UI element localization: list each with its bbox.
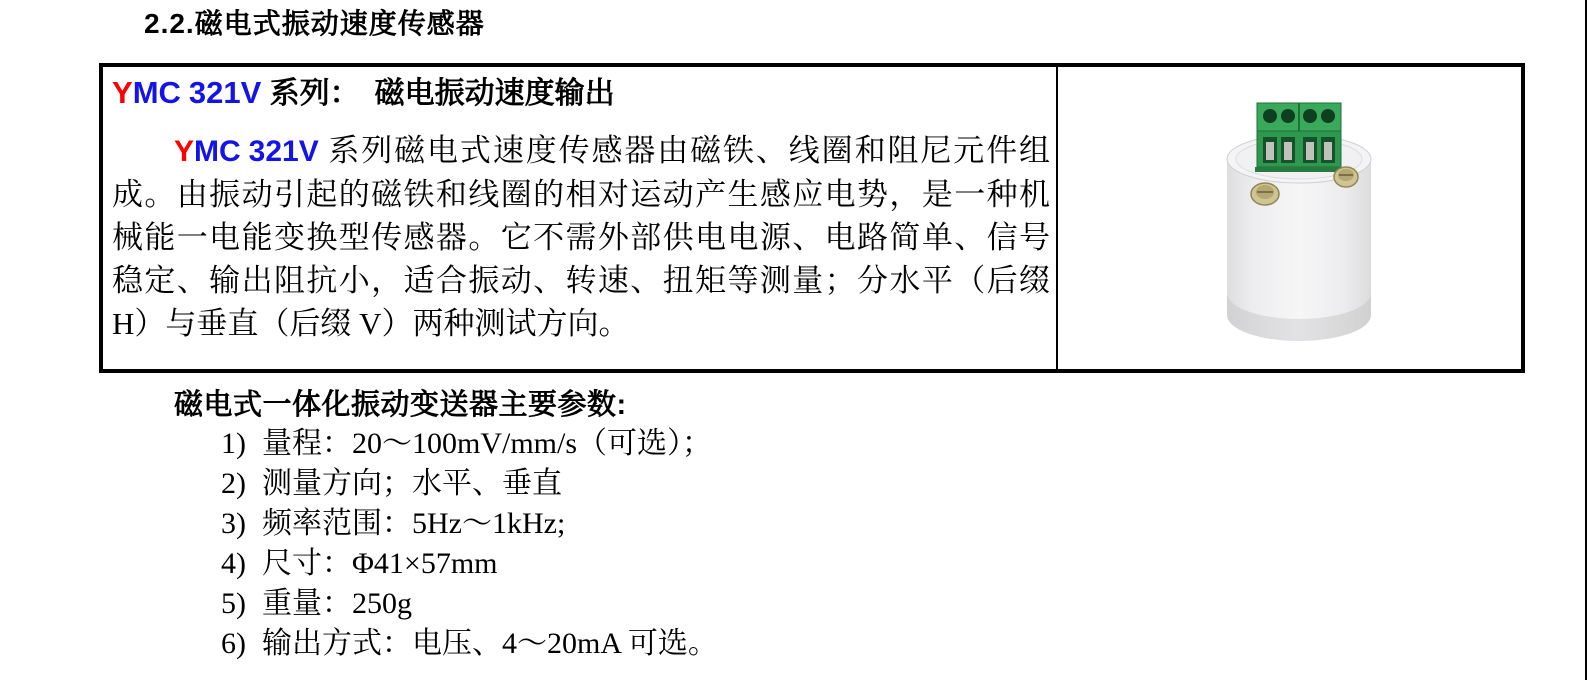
brand-letter-y: Y (112, 75, 133, 110)
product-description-paragraph (112, 129, 1050, 345)
section-heading: 2.2.磁电式振动速度传感器 (144, 8, 485, 39)
item-text: 频率范围：5Hz～1kHz; (262, 507, 566, 540)
parameter-item-output (221, 624, 718, 664)
paragraph-line-2: 成。由振动引起的磁铁和线圈的相对运动产生感应电势，是一种机 (112, 177, 1050, 212)
product-series-title (112, 75, 1050, 112)
parameter-item-range (221, 424, 718, 464)
parameter-item-dimensions (221, 544, 718, 584)
sensor-product-photo (1199, 97, 1399, 357)
item-text: 测量方向；水平、垂直 (262, 467, 562, 500)
item-text: 输出方式：电压、4～20mA 可选。 (262, 627, 718, 660)
item-text: 尺寸：Φ41×57mm (262, 547, 498, 580)
brand-letters-mc: MC (132, 75, 181, 110)
brand-logo-text (174, 135, 319, 168)
parameter-item-direction (221, 464, 718, 504)
parameter-item-weight (221, 584, 718, 624)
paragraph-line-4: 稳定、输出阻抗小，适合振动、转速、扭矩等测量；分水平（后缀 (112, 263, 1050, 298)
parameter-item-frequency (221, 504, 718, 544)
terminal-block (1255, 103, 1343, 172)
brand-letters-mc: MC (194, 135, 241, 168)
parameters-list (221, 424, 718, 664)
item-number: 3) (221, 507, 246, 540)
item-number: 5) (221, 587, 246, 620)
brand-letter-y: Y (174, 135, 195, 168)
product-photo-cell (1058, 67, 1521, 369)
brand-logo-text (112, 75, 261, 110)
series-title-text: 系列： 磁电振动速度输出 (269, 77, 615, 110)
item-text: 重量：250g (262, 587, 412, 620)
mounting-screw-right (1334, 167, 1358, 187)
item-number: 2) (221, 467, 246, 500)
mounting-screw-left (1251, 183, 1279, 205)
item-number: 6) (221, 627, 246, 660)
model-number: 321V (188, 75, 262, 110)
item-text: 量程：20～100mV/mm/s（可选）； (262, 427, 713, 460)
product-info-box (99, 63, 1525, 373)
paragraph-line-3: 械能一电能变换型传感器。它不需外部供电电源、电路简单、信号 (112, 220, 1050, 255)
model-number: 321V (248, 135, 319, 168)
item-number: 4) (221, 547, 246, 580)
parameters-heading: 磁电式一体化振动变送器主要参数: (174, 389, 627, 421)
product-description-cell (103, 67, 1058, 369)
paragraph-line-1 (112, 129, 1050, 173)
item-number: 1) (221, 427, 246, 460)
paragraph-line-1-text: 系列磁电式速度传感器由磁铁、线圈和阻尼元件组 (328, 133, 1050, 168)
paragraph-line-5: H）与垂直（后缀 V）两种测试方向。 (112, 306, 630, 341)
